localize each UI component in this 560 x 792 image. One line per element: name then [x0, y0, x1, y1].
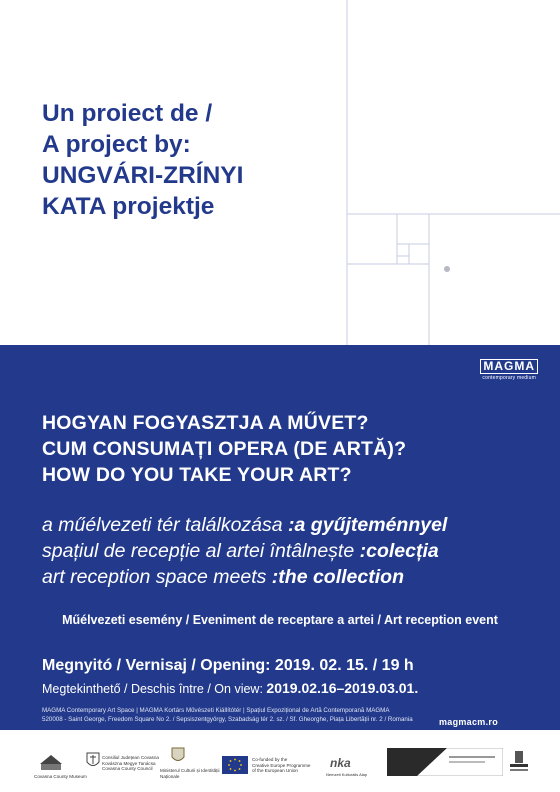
ministry-label: [160, 768, 219, 779]
logo-word: MAGMA: [480, 359, 538, 374]
website-link[interactable]: magmacm.ro: [438, 717, 498, 727]
headline-ro: CUM CONSUMAȚI OPERA (DE ARTĂ)?: [42, 438, 407, 460]
tagline: [42, 512, 447, 590]
ministry-crest-icon: [170, 747, 186, 765]
event-type: Műélvezeti esemény / Eveniment de receptare a artei / Art reception event: [62, 613, 498, 627]
ministry-line1: Ministerul Culturii și Identității: [160, 768, 220, 773]
credit-line-ro: Un proiect de /: [42, 100, 213, 127]
ministry-line2: Naționale: [160, 773, 180, 779]
eu-line2: Creative Europe Programme: [252, 762, 311, 768]
venue-info: [42, 706, 413, 724]
tagline-ro-lead: spațiul de recepție al artei întâlnește: [42, 540, 360, 562]
tagline-ro-bold: :colecția: [359, 540, 439, 562]
headline: [42, 410, 406, 488]
tagline-ro: [42, 538, 447, 564]
venue-name: MAGMA Contemporary Art Space | MAGMA Kortárs Művészeti Kiállítótér | Spațiul Expozițional de Artă Contemporană MAGMA: [42, 707, 390, 714]
credit-line-en: A project by:: [42, 131, 191, 158]
dot-mark: [444, 266, 450, 272]
tagline-en-bold: :the collection: [271, 566, 404, 588]
eu-line3: of the European Union: [252, 768, 298, 773]
county-council-label: [102, 755, 159, 772]
county-crest-icon: [86, 752, 100, 770]
title-panel: [0, 0, 560, 345]
county-council-en: Covasna County Council: [102, 766, 153, 771]
tagline-hu-bold: :a gyűjteménnyel: [288, 514, 448, 536]
tagline-en: [42, 564, 447, 590]
museum-label: Covasna County Museum: [34, 774, 87, 779]
eu-flag-icon: [222, 756, 248, 774]
tagline-en-lead: art reception space meets: [42, 566, 272, 588]
nka-label: Nemzeti Kulturális Alap: [326, 772, 368, 777]
partner-crest-icon: [508, 750, 530, 776]
on-view-label: Megtekinthető / Deschis între / On view:: [42, 682, 267, 696]
logo-subtitle: contemporary medium: [482, 375, 536, 381]
artist-name: UNGVÁRI-ZRÍNYI: [42, 162, 244, 189]
on-view-dates: [42, 680, 418, 696]
nka-logo: nka: [330, 756, 351, 770]
venue-address: 520008 - Saint George, Freedom Square No 2. / Sepsiszentgyörgy, Szabadság tér 2. sz. / Sf. Gheorghe, Piața Libertății nr. 2 / Romania: [42, 716, 413, 723]
county-council-ro: Consiliul Județean Covasna: [102, 755, 159, 760]
tagline-hu-lead: a műélvezeti tér találkozása: [42, 514, 289, 536]
museum-logo-icon: [38, 752, 64, 774]
magma-logo: [480, 357, 538, 382]
partner-logo-icon: [387, 748, 503, 776]
info-band: [0, 345, 560, 730]
sponsor-strip: [0, 730, 560, 792]
opening-date: Megnyitó / Vernisaj / Opening: 2019. 02. 15. / 19 h: [42, 657, 414, 674]
on-view-range: 2019.02.16–2019.03.01.: [266, 680, 419, 696]
credit-line-hu: KATA projektje: [42, 193, 215, 220]
headline-hu: HOGYAN FOGYASZTJA A MŰVET?: [42, 412, 369, 434]
project-credit: [42, 98, 243, 222]
headline-en: HOW DO YOU TAKE YOUR ART?: [42, 464, 352, 486]
county-council-hu: Kovászna Megye Tanácsa: [102, 760, 156, 766]
eu-label: [252, 757, 310, 774]
tagline-hu: [42, 512, 447, 538]
eu-line1: Co-funded by the: [252, 757, 288, 762]
